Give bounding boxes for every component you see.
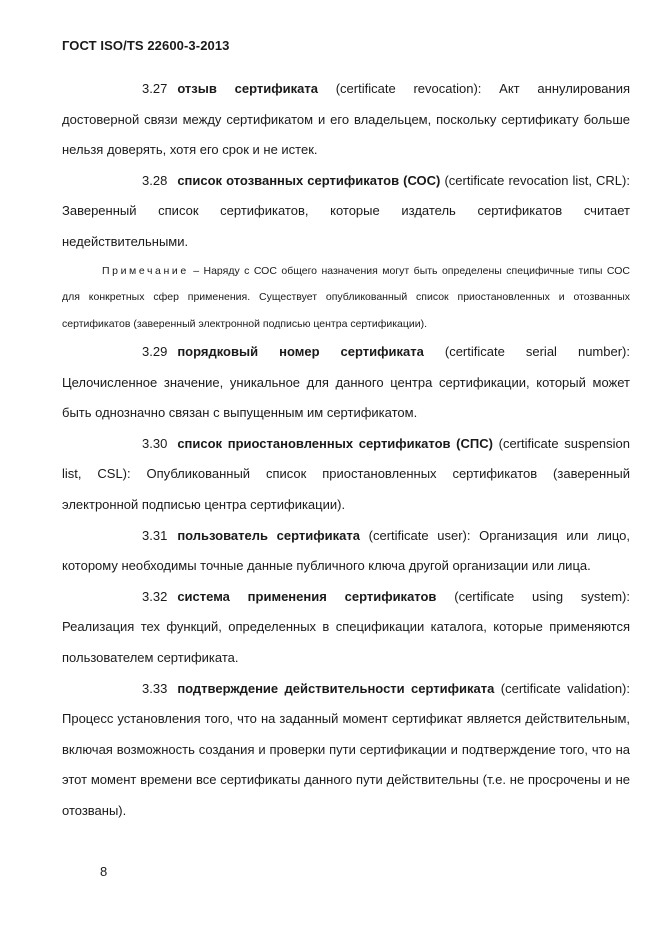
definition-number: 3.28 (142, 172, 168, 188)
definition-3-28 (62, 166, 630, 258)
definition-3-30 (62, 429, 630, 521)
note-label: Примечание (102, 264, 189, 277)
definition-text: (certificate using system): Реализация тех функций, определенных в спецификации каталога, которые применяются пользователем сертификата. (62, 588, 630, 665)
definition-number: 3.30 (142, 435, 168, 451)
definition-term: список отозванных сертификатов (СОС) (177, 172, 441, 188)
note-paragraph (62, 258, 630, 338)
note-text: – Наряду с СОС общего назначения могут быть определены специфичные типы СОС для конкретных сфер применения. Существует опубликованный список приостановленных и отозванных сертификатов (заверенный электронной подписью центра сертификации). (62, 264, 630, 330)
definition-3-33 (62, 674, 630, 827)
definition-term: пользователь сертификата (177, 527, 360, 543)
definition-term: список приостановленных сертификатов (СПС) (177, 435, 493, 451)
definition-term: подтверждение действительности сертификата (177, 680, 495, 696)
definition-text: (certificate user): Организация или лицо, которому необходимы точные данные публичного ключа другой организации или лица. (62, 527, 630, 574)
definition-text: (certificate serial number): Целочисленное значение, уникальное для данного центра сертификации, который может быть однозначно связан с выпущенным им сертификатом. (62, 344, 630, 421)
definition-number: 3.29 (142, 344, 168, 360)
document-header: ГОСТ ISO/TS 22600-3-2013 (62, 38, 230, 53)
definition-text: (certificate suspension list, CSL): Опубликованный список приостановленных сертификатов (заверенный электронной подписью центра сертификации). (62, 435, 631, 513)
definition-3-27 (62, 74, 630, 166)
definition-term: система применения сертификатов (177, 588, 437, 604)
definition-term: порядковый номер сертификата (177, 344, 424, 360)
definition-3-32 (62, 582, 630, 674)
document-body (62, 74, 630, 827)
definition-3-29 (62, 337, 630, 429)
definition-number: 3.32 (142, 588, 168, 604)
definition-number: 3.27 (142, 81, 168, 96)
page-number: 8 (100, 864, 108, 879)
definition-3-31 (62, 521, 630, 582)
definition-text: (certificate validation): Процесс установления того, что на заданный момент сертификат является действительным, включая возможность создания и проверки пути сертификации и подтверждение того, что на этот момент времени все сертификаты данного пути действительны (т.е. не просрочены и не отозваны). (62, 680, 630, 818)
definition-term: отзыв сертификата (177, 81, 318, 96)
definition-number: 3.31 (142, 527, 168, 543)
definition-number: 3.33 (142, 680, 168, 696)
definition-text: (certificate revocation): Акт аннулирования достоверной связи между сертификатом и его владельцем, поскольку сертификату больше нельзя доверять, хотя его срок и не истек. (62, 81, 630, 158)
definition-text: (certificate revocation list, CRL): Заверенный список сертификатов, которые издатель сертификатов считает недействительными. (62, 172, 630, 249)
